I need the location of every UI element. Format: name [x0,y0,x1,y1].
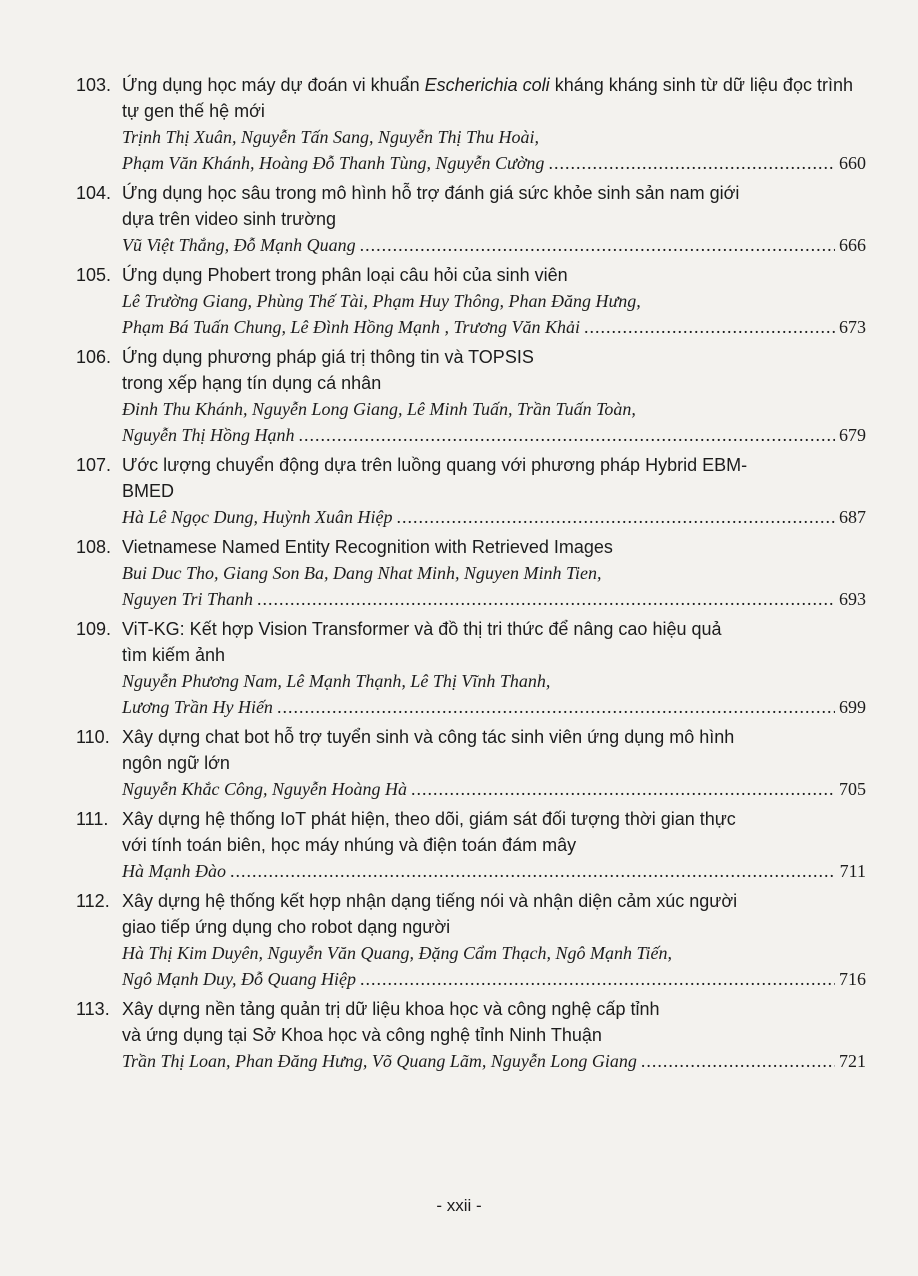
toc-entry-104 [76,180,866,258]
toc-entry-113 [76,996,866,1074]
entry-title: Ứng dụng học máy dự đoán vi khuẩn Escherichia coli kháng kháng sinh từ dữ liệu đọc trình tự gen thế hệ mới [122,75,853,121]
page-number: 679 [839,425,866,445]
page-number: 666 [839,235,866,255]
entry-number: 106. [76,347,112,367]
entry-authors: Vũ Việt Thắng, Đỗ Mạnh Quang ..... 666 [122,232,866,258]
entry-number: 111. [76,809,109,829]
entry-number: 108. [76,537,112,557]
page-number: 716 [839,969,866,989]
entry-title: Ứng dụng Phobert trong phân loại câu hỏi của sinh viên [122,265,568,285]
page-number: 660 [839,153,866,173]
toc-entry-112 [76,888,866,992]
entry-title: Xây dựng chat bot hỗ trợ tuyển sinh và công tác sinh viên ứng dụng mô hình ngôn ngữ lớn [122,727,735,773]
toc-entry-105 [76,262,866,340]
entry-title: Xây dựng hệ thống kết hợp nhận dạng tiếng nói và nhận diện cảm xúc người giao tiếp ứng dụng cho robot dạng người [122,891,738,937]
table-of-contents [76,72,866,1078]
entry-authors: Đinh Thu Khánh, Nguyễn Long Giang, Lê Minh Tuấn, Trần Tuấn Toàn, Nguyễn Thị Hồng Hạnh ..... 679 [122,396,866,448]
toc-entry-106 [76,344,866,448]
entry-authors: Hà Thị Kim Duyên, Nguyễn Văn Quang, Đặng Cẩm Thạch, Ngô Mạnh Tiến, Ngô Mạnh Duy, Đỗ Quang Hiệp ..... 716 [122,940,866,992]
entry-number: 113. [76,999,110,1019]
toc-entry-110 [76,724,866,802]
toc-entry-109 [76,616,866,720]
entry-number: 109. [76,619,112,639]
entry-authors: Hà Mạnh Đào ..... 711 [122,858,866,884]
entry-title: Ứng dụng học sâu trong mô hình hỗ trợ đánh giá sức khỏe sinh sản nam giới dựa trên video sinh trường [122,183,740,229]
entry-number: 104. [76,183,112,203]
entry-title: Xây dựng nền tảng quản trị dữ liệu khoa học và công nghệ cấp tỉnh và ứng dụng tại Sở Khoa học và công nghệ tỉnh Ninh Thuận [122,999,660,1045]
entry-authors: Nguyễn Khắc Công, Nguyễn Hoàng Hà ..... 705 [122,776,866,802]
toc-entry-108 [76,534,866,612]
page-number: 711 [839,861,866,881]
entry-title: Vietnamese Named Entity Recognition with Retrieved Images [122,537,613,557]
entry-number: 110. [76,727,110,747]
entry-title: ViT-KG: Kết hợp Vision Transformer và đồ thị tri thức để nâng cao hiệu quả tìm kiếm ảnh [122,619,722,665]
entry-authors: Lê Trường Giang, Phùng Thế Tài, Phạm Huy Thông, Phan Đăng Hưng, Phạm Bá Tuấn Chung, Lê Đình Hồng Mạnh , Trương Văn Khải ..... 673 [122,288,866,340]
entry-number: 107. [76,455,112,475]
toc-entry-107 [76,452,866,530]
entry-authors: Hà Lê Ngọc Dung, Huỳnh Xuân Hiệp ..... 687 [122,504,866,530]
entry-number: 112. [76,891,110,911]
entry-title: Xây dựng hệ thống IoT phát hiện, theo dõi, giám sát đối tượng thời gian thực với tính toán biên, học máy nhúng và điện toán đám mây [122,809,736,855]
toc-entry-111 [76,806,866,884]
entry-title: Ứng dụng phương pháp giá trị thông tin và TOPSIS trong xếp hạng tín dụng cá nhân [122,347,534,393]
toc-entry-103 [76,72,866,176]
entry-number: 103. [76,75,112,95]
entry-authors: Nguyễn Phương Nam, Lê Mạnh Thạnh, Lê Thị Vĩnh Thanh, Lương Trần Hy Hiến ..... 699 [122,668,866,720]
page-number: 699 [839,697,866,717]
page-number: 721 [839,1051,866,1071]
page-number: 687 [839,507,866,527]
entry-authors: Bui Duc Tho, Giang Son Ba, Dang Nhat Minh, Nguyen Minh Tien, Nguyen Tri Thanh ..... 693 [122,560,866,612]
entry-authors: Trần Thị Loan, Phan Đăng Hưng, Võ Quang Lãm, Nguyễn Long Giang ..... 721 [122,1048,866,1074]
entry-authors: Trịnh Thị Xuân, Nguyễn Tấn Sang, Nguyễn Thị Thu Hoài, Phạm Văn Khánh, Hoàng Đỗ Thanh Tùng, Nguyễn Cường ..... 660 [122,124,866,176]
entry-number: 105. [76,265,112,285]
page-number: 693 [839,589,866,609]
page-number: 673 [839,317,866,337]
page-number: 705 [839,779,866,799]
entry-title: Ước lượng chuyển động dựa trên luồng quang với phương pháp Hybrid EBM- BMED [122,455,748,501]
page-footer-number: - xxii - [436,1196,482,1215]
